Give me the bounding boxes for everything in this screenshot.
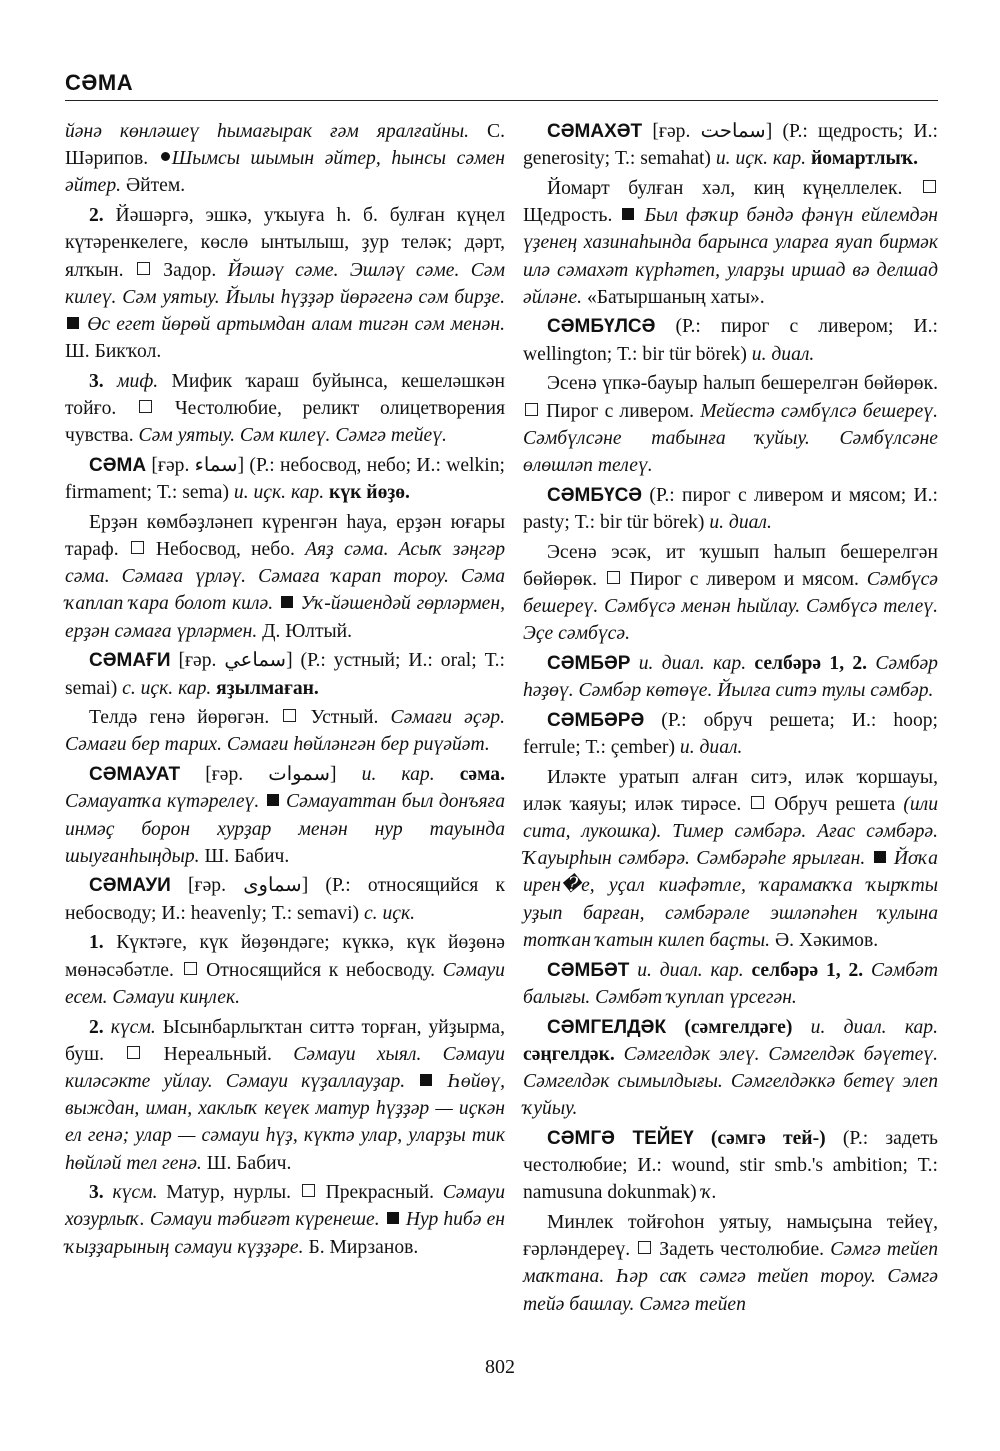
entry-samagi-def: Телдә генә йөрөгән. Устный. Сәмағи әҫәр. Сәмағи бер тарих. Сәмағи һөйләнгән бер риүәйәт. bbox=[65, 707, 505, 756]
russian-marker-icon bbox=[139, 400, 152, 413]
quote-marker-icon bbox=[387, 1212, 399, 1224]
russian-marker-icon bbox=[127, 1046, 140, 1059]
sense-3: 3. миф. Мифик ҡараш буйынса, кешеләшкән тойғо. Честолюбие, реликт олицетворения чувства. Сәм уятыу. Сәм килеү. Сәмгә тейеү. bbox=[65, 370, 506, 447]
quote-marker-icon bbox=[420, 1074, 432, 1086]
russian-marker-icon bbox=[283, 709, 296, 722]
entry-continuation: йәнә көнләшеү һымағырак ғәм яралғайны. С. Шәрипов. Шымсы шымын әйтер, һынсы сәмен әйтер. Әйтем. bbox=[65, 121, 505, 197]
russian-marker-icon bbox=[923, 180, 936, 193]
entry-sambulsa: СӘМБҮЛСӘ (Р.: пирог с ливером; И.: wellington; Т.: bir tür börek) и. диал. bbox=[523, 316, 938, 365]
russian-marker-icon bbox=[131, 541, 144, 554]
header-rule bbox=[65, 100, 938, 101]
entry-sambulsa-def: Эсенә үпкә-бауыр һалып бешерелгән бөйөрөк. Пирог с ливером. Мейестә сәмбүлсә бешереү. Сәмбүлсәне табынға ҡуйыу. Сәмбүлсәне өлөшләп телеү. bbox=[523, 373, 938, 476]
entry-sambara-def: Иләкте уратып алған ситэ, иләк ҡоршауы, иләк ҡаяуы; иләк тирәсе. Обруч решета (или сита, лукошка). Тимер сәмбәрә. Ағас сәмбәрә. Ҡауырһын сәмбәрә. Сәмбәрәһе ярылған. Йоҡа ирен�е, уҫал киәфәтле, ҡарамаҡҡа ҡырҡты уҙып барған, сәмбәрәле эшләпәһен ҡулына тотҡан ҡатын килеп баҫты. Ә. Хәкимов. bbox=[523, 766, 938, 951]
russian-marker-icon bbox=[137, 262, 150, 275]
quote-marker-icon bbox=[622, 208, 634, 220]
right-column bbox=[523, 118, 938, 1320]
russian-marker-icon bbox=[184, 962, 197, 975]
page-number: 802 bbox=[485, 1356, 515, 1378]
quote-marker-icon bbox=[267, 794, 279, 806]
entry-sambusa: СӘМБҮСӘ (Р.: пирог с ливером и мясом; И.: pasty; Т.: bir tür börek) и. диал. bbox=[523, 484, 938, 533]
left-column bbox=[65, 118, 505, 1263]
russian-marker-icon bbox=[302, 1184, 315, 1197]
entry-samga-teyeu-def: Минлек тойғоһон уятыу, намыҫына тейеү, ғәрләндереү. Задеть честолюбие. Сәмгә тейеп маҡтана. Һәр саҡ сәмгә тейеп тороу. Сәмгә тейә башлау. Сәмгә тейеп bbox=[523, 1211, 939, 1315]
entry-samagi: СӘМАҒИ [ғәр. سماعي] (Р.: устный; И.: oral; Т.: semai) с. иҫк. кар. яҙылмаған. bbox=[65, 650, 505, 699]
bullet-icon bbox=[161, 152, 170, 161]
entry-sambusa-def: Эсенә эсәк, ит ҡушып һалып бешерелгән бөйөрөк. Пирог с ливером и мясом. Сәмбүсә бешереү. Сәмбүсә менән һыйлау. Сәмбүсә телеү. Эҫе сәмбүсә. bbox=[523, 541, 939, 645]
entry-samaui-sense-1: 1. Күктәге, күк йөҙөндәге; күккә, күк йөҙөнә мөнәсәбәтле. Относящийся к небосводу. Сәмауи есем. Сәмауи киңлек. bbox=[65, 932, 506, 1008]
entry-samauat: СӘМАУАТ [ғәр. سموات] и. кар. сәма. Сәмауатҡа күтәрелеү. Сәмауаттан был донъяға инмәҫ борон хурҙар менән нур тауында шыуғанһыңдыр. Ш. Бабич. bbox=[65, 764, 506, 867]
entry-samahat-def: Йомарт булған хәл, киң күңеллелек. Щедрость. Был фәҡир бәндә фәнүн ейлемдән үҙенең хазинаһында барынса уларға яуап бирмәк илә сәмахәт күрһәтеп, уларҙы иршад вә делшад әйләне. «Батыршаның хаты». bbox=[523, 177, 938, 308]
quote-marker-icon bbox=[281, 596, 293, 608]
russian-marker-icon bbox=[525, 403, 538, 416]
entry-samahat: СӘМАХӘТ [ғәр. سماحت] (Р.: щедрость; И.: generosity; Т.: semahat) и. иҫк. кар. йомартлыҡ. bbox=[523, 121, 939, 170]
entry-samaui: СӘМАУИ [ғәр. سماوی] (Р.: относящийся к небосводу; И.: heavenly; Т.: semavi) с. иҫк. bbox=[65, 875, 505, 924]
entry-samga-teyeu: СӘМГӘ ТЕЙЕҮ (сәмгә тей-) (Р.: задеть честолюбие; И.: wound, stir smb.'s ambition; Т.: namusuna dokunmak) ҡ. bbox=[523, 1127, 938, 1204]
russian-marker-icon bbox=[607, 571, 620, 584]
quote-marker-icon bbox=[874, 851, 886, 863]
entry-sambar: СӘМБӘР и. диал. кар. селбәрә 1, 2. Сәмбәр һәҙөү. Сәмбәр көтөүе. Йылға ситэ тулы сәмбәр. bbox=[523, 652, 938, 702]
entry-sama-def: Ерҙән көмбәҙләнеп күренгән һауа, ерҙән юғары тараф. Небосвод, небо. Аяҙ сәма. Асыҡ зәңгәр сәма. Сәмаға үрләү. Сәмаға ҡарап тороу. Сәма ҡаплап ҡара болот килә. Уҡ-йәшендәй гөрләрмен, ерҙән сәмаға үрләрмен. Д. Юлтый. bbox=[65, 511, 506, 642]
entry-samgeldak: СӘМГЕЛДӘК (сәмгелдәге) и. диал. кар. сәңгелдәк. Сәмгелдәк элеү. Сәмгелдәк бәүетеү. Сәмгелдәк сымылдығы. Сәмгелдәккә бетеү элеп ҡуйыу. bbox=[523, 1016, 938, 1120]
russian-marker-icon bbox=[638, 1241, 651, 1254]
entry-samaui-sense-2: 2. күсм. Ысынбарлыҡтан ситтә торған, уйҙырма, буш. Нереальный. Сәмауи хыял. Сәмауи киләсәкте уйлау. Сәмауи күҙаллауҙар. Һөйөү, выждан, иман, хаклыҡ кеүек матур һүҙҙәр — иҫкән ел генә; улар — сәмауи һүҙ, күктә улар, уларҙы тик һөйләй тел генә. Ш. Бабич. bbox=[65, 1016, 506, 1174]
sense-2: 2. Йәшәргә, эшкә, уҡыуға һ. б. булған күңел күтәренкелеге, көслө ынтылыш, ҙур теләк; дәрт, ялҡын. Задор. Йәшәү сәме. Эшләү сәме. Сәм килеү. Сәм уятыу. Йылы һүҙҙәр йөрәгенә сәм бирҙе. Өс егет йөрөй артымдан алам тигән сәм менән. Ш. Бикҡол. bbox=[65, 205, 506, 363]
quote-marker-icon bbox=[67, 317, 79, 329]
entry-sama: СӘМА [ғәр. سماء] (Р.: небосвод, небо; И.: welkin; firmament; Т.: sema) и. иҫк. кар. күк йөҙө. bbox=[65, 454, 505, 504]
russian-marker-icon bbox=[751, 796, 764, 809]
entry-sambat: СӘМБӘТ и. диал. кар. селбәрә 1, 2. Сәмбәт балығы. Сәмбәт ҡуплап үрсегән. bbox=[523, 959, 938, 1008]
entry-samaui-sense-3: 3. күсм. Матур, нурлы. Прекрасный. Сәмауи хозурлыҡ. Сәмауи тәбиғәт күренеше. Нур һибә ен ҡыҙҙарының сәмауи күҙҙәре. Б. Мирзанов. bbox=[65, 1182, 506, 1258]
running-head: СӘМА bbox=[65, 70, 134, 95]
entry-sambara: СӘМБӘРӘ (Р.: обруч решета; И.: hoop; ferrule; Т.: çember) и. диал. bbox=[523, 709, 938, 758]
